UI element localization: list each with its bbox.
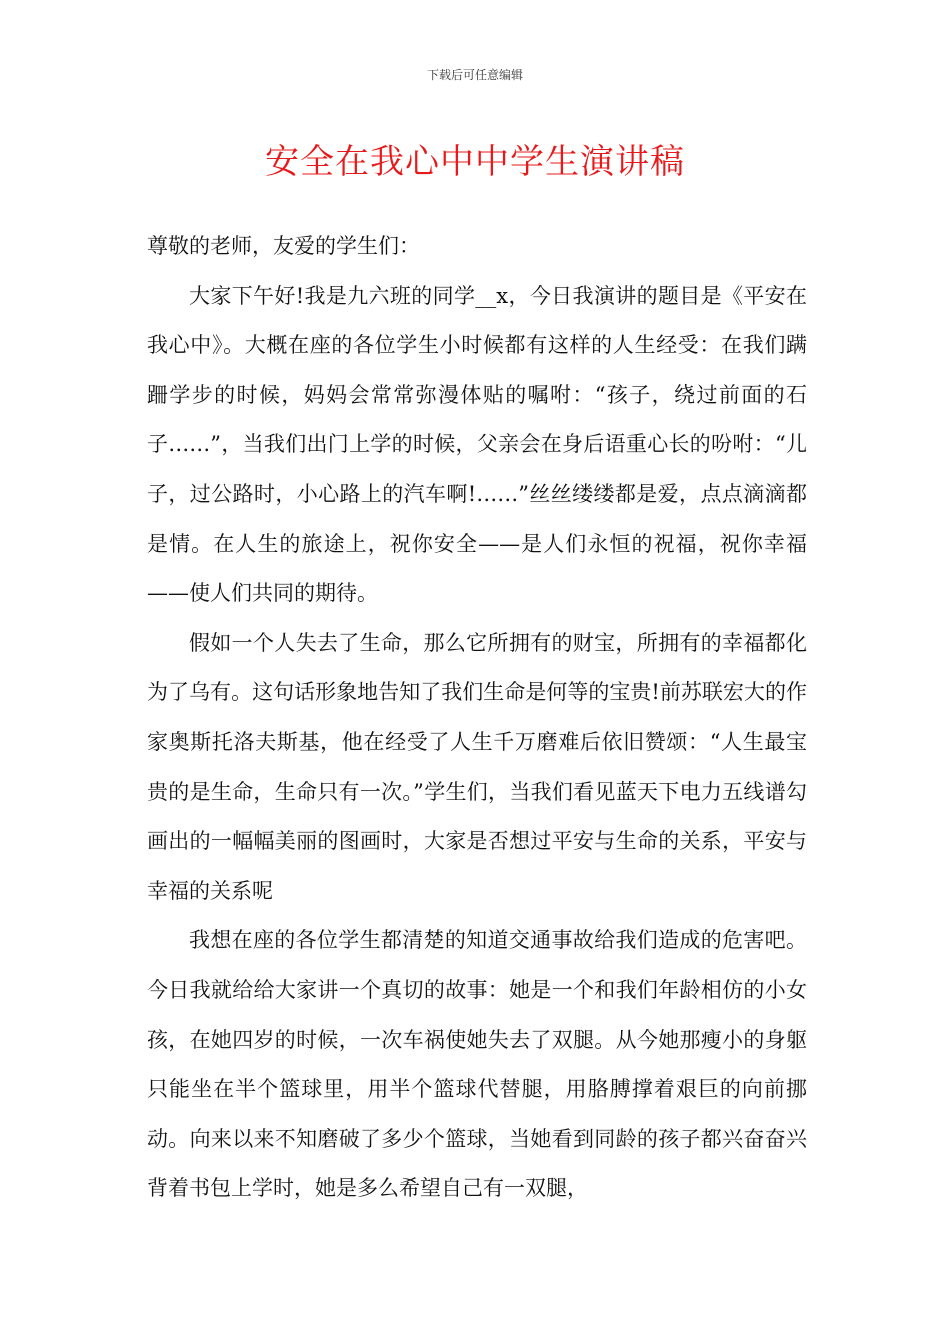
header-note: 下载后可任意编辑 xyxy=(426,68,523,82)
paragraph-2: 假如一个人失去了生命，那么它所拥有的财宝，所拥有的幸福都化为了乌有。这句话形象地告知了我们生命是何等的宝贵!前苏联宏大的作家奥斯托洛夫斯基，他在经受了人生千万磨难后依旧赞颂：“人生最宝贵的是生命，生命只有一次。”学生们，当我们看见蓝天下电力五线谱勾画出的一幅幅美丽的图画时，大家是否想过平安与生命的关系，平安与幸福的关系呢 xyxy=(147,630,807,903)
salutation: 尊敬的老师，友爱的学生们： xyxy=(147,234,420,258)
document-title: 安全在我心中中学生演讲稿 xyxy=(265,142,685,182)
document-body xyxy=(147,222,807,1214)
paragraph-3: 我想在座的各位学生都清楚的知道交通事故给我们造成的危害吧。今日我就给给大家讲一个真切的故事：她是一个和我们年龄相仿的小女孩，在她四岁的时候，一次车祸使她失去了双腿。从今她那瘦小的身躯只能坐在半个篮球里，用半个篮球代替腿，用胳膊撑着艰巨的向前挪动。向来以来不知磨破了多少个篮球，当她看到同龄的孩子都兴奋奋兴背着书包上学时，她是多么希望自己有一双腿， xyxy=(147,928,807,1201)
paragraph-1: 大家下午好!我是九六班的同学__x，今日我演讲的题目是《平安在我心中》。大概在座的各位学生小时候都有这样的人生经受：在我们蹒跚学步的时候，妈妈会常常弥漫体贴的嘱咐：“孩子，绕过前面的石子……”，当我们出门上学的时候，父亲会在身后语重心长的吩咐：“儿子，过公路时，小心路上的汽车啊!……”丝丝缕缕都是爱，点点滴滴都是情。在人生的旅途上，祝你安全——是人们永恒的祝福，祝你幸福——使人们共同的期待。 xyxy=(147,283,807,606)
